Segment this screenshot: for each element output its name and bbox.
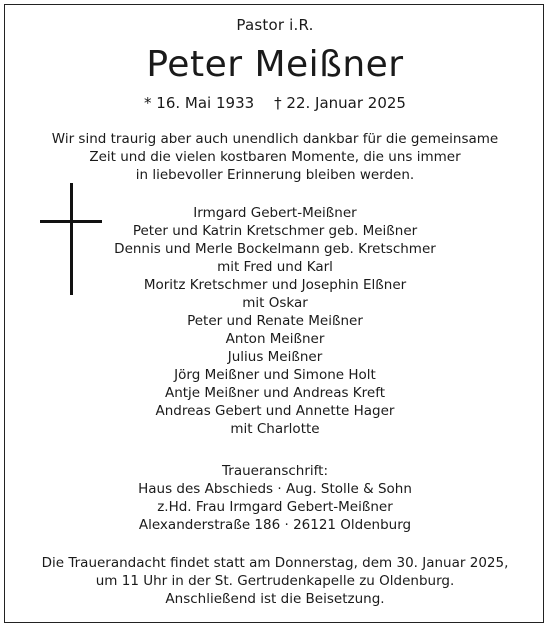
mourning-address xyxy=(0,462,550,534)
family-line: Jörg Meißner und Simone Holt xyxy=(174,367,376,383)
title-line: Pastor i.R. xyxy=(236,16,314,34)
death-date: † 22. Januar 2025 xyxy=(274,94,406,112)
intro-line: in liebevoller Erinnerung bleiben werden. xyxy=(135,167,415,183)
address-line: Traueranschrift: xyxy=(222,463,328,479)
service-line: Anschließend ist die Beisetzung. xyxy=(165,591,385,607)
family-line: mit Oskar xyxy=(242,295,308,311)
family-line: Peter und Katrin Kretschmer geb. Meißner xyxy=(132,223,418,239)
family-line: Julius Meißner xyxy=(227,349,323,365)
intro-text xyxy=(0,130,550,184)
family-line: Irmgard Gebert-Meißner xyxy=(193,205,357,221)
family-line: mit Fred und Karl xyxy=(217,259,333,275)
intro-line: Wir sind traurig aber auch unendlich dankbar für die gemeinsame xyxy=(51,131,499,147)
life-dates xyxy=(0,94,550,112)
family-line: Moritz Kretschmer und Josephin Elßner xyxy=(143,277,407,293)
family-line: mit Charlotte xyxy=(230,421,320,437)
family-line: Peter und Renate Meißner xyxy=(187,313,363,329)
service-line: um 11 Uhr in der St. Gertrudenkapelle zu Oldenburg. xyxy=(95,573,455,589)
intro-line: Zeit und die vielen kostbaren Momente, die uns immer xyxy=(89,149,461,165)
family-line: Dennis und Merle Bockelmann geb. Kretschmer xyxy=(114,241,436,257)
service-line: Die Trauerandacht findet statt am Donnerstag, dem 30. Januar 2025, xyxy=(41,555,509,571)
deceased-name: Peter Meißner xyxy=(146,44,404,85)
family-line: Anton Meißner xyxy=(225,331,325,347)
birth-date: * 16. Mai 1933 xyxy=(144,94,255,112)
service-info xyxy=(0,554,550,608)
address-line: Haus des Abschieds · Aug. Stolle & Sohn xyxy=(138,481,412,497)
family-line: Andreas Gebert und Annette Hager xyxy=(155,403,395,419)
address-line: Alexanderstraße 186 · 26121 Oldenburg xyxy=(138,517,412,533)
family-list xyxy=(0,204,550,438)
address-line: z.Hd. Frau Irmgard Gebert-Meißner xyxy=(157,499,393,515)
family-line: Antje Meißner und Andreas Kreft xyxy=(164,385,386,401)
